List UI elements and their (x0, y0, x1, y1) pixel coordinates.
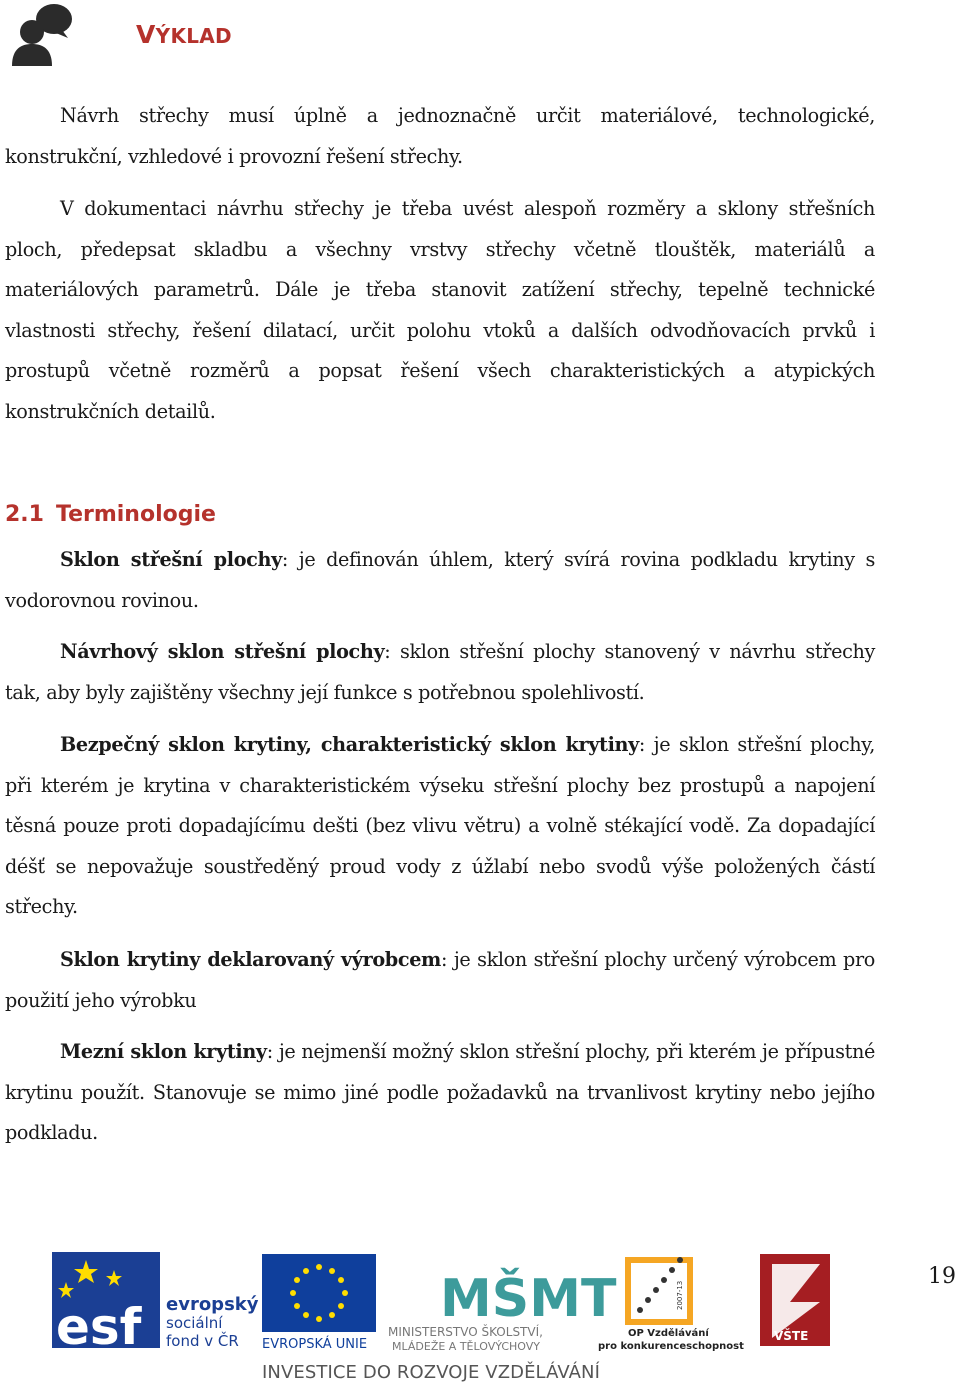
section-number: 2.1 (5, 502, 44, 527)
definition-text: : je nejmenší možný sklon střešní plochy, při kterém je přípustné krytinu použít. Stanovuje se mimo jiné podle požadavků na trvanlivost krytiny nebo jejího podkladu. (5, 1040, 875, 1144)
esf-line-3: fond v ČR (166, 1332, 239, 1350)
definition-paragraph (5, 540, 875, 621)
op-line-2: pro konkurenceschopnost (598, 1341, 744, 1352)
section-heading (5, 502, 216, 527)
definition-term: Návrhový sklon střešní plochy (60, 640, 385, 663)
intro-paragraph-2: V dokumentaci návrhu střechy je třeba uvést alespoň rozměry a sklony střešních ploch, předepsat skladbu a všechny vrstvy střechy včetně tlouštěk, materiálů a materiálových parametrů. Dále je třeba stanovit zatížení střechy, tepelně technické vlastnosti střechy, řešení dilatací, určit polohu vtoků a dalších odvodňovacích prvků i prostupů včetně rozměrů a popsat řešení všech charakteristických a atypických konstrukčních detailů. (5, 197, 875, 423)
msmt-logo (388, 1267, 617, 1353)
title-rest: ÝKLAD (155, 24, 232, 48)
esf-line-1: evropský (166, 1294, 259, 1315)
intro-paragraph-1: Návrh střechy musí úplně a jednoznačně určit materiálové, technologické, konstrukční, vzhledové i provozní řešení střechy. (5, 104, 875, 168)
definition-term: Bezpečný sklon krytiny, charakteristický sklon krytiny (60, 733, 639, 756)
eu-label: EVROPSKÁ UNIE (262, 1337, 368, 1352)
definition-text: : sklon střešní plochy stanovený v návrhu střechy tak, aby byly zajištěny všechny její funkce s potřebnou spolehlivostí. (5, 640, 876, 704)
page-number: 19 (928, 1264, 956, 1289)
definition-paragraph (5, 940, 875, 1021)
msmt-line-1: MINISTERSTVO ŠKOLSTVÍ, (388, 1325, 543, 1339)
definition-text: : je sklon střešní plochy určený výrobcem pro použití jeho výrobku (5, 948, 876, 1012)
page-title (136, 20, 232, 49)
definition-text: : je sklon střešní plochy, při kterém je krytina v charakteristickém výseku střešní plochy bez prostupů a napojení těsná pouze proti dopadajícímu dešti (bez vlivu větru) a volně stékající vodě. Za dopadající déšť se nepovažuje soustředěný proud vody z úžlabí nebo svodů výše položených částí střechy. (5, 733, 875, 918)
vste-label: VŠTE (774, 1329, 809, 1343)
vste-logo (760, 1254, 830, 1346)
definition-text: : je definován úhlem, který svírá rovina podkladu krytiny s vodorovnou rovinou. (5, 548, 876, 612)
speech-person-icon (10, 2, 76, 66)
definition-term: Sklon krytiny deklarovaný výrobcem (60, 948, 442, 971)
op-years: 2007-13 (676, 1280, 684, 1310)
esf-line-2: sociální (166, 1314, 223, 1332)
footer-slogan: INVESTICE DO ROZVOJE VZDĚLÁVÁNÍ (262, 1362, 601, 1383)
definition-paragraph (5, 725, 875, 928)
definition-term: Sklon střešní plochy (60, 548, 282, 571)
esf-mark: esf (56, 1298, 142, 1356)
definition-paragraph (5, 1032, 875, 1154)
section-title: Terminologie (55, 502, 216, 527)
op-line-1: OP Vzdělávání (628, 1328, 709, 1339)
eu-flag-logo (262, 1254, 376, 1352)
msmt-mark: MŠMT (440, 1269, 617, 1329)
msmt-line-2: MLÁDEŽE A TĚLOVÝCHOVY (392, 1340, 540, 1353)
definition-term: Mezní sklon krytiny (60, 1040, 267, 1063)
definition-paragraph (5, 632, 875, 713)
op-logo (598, 1257, 744, 1352)
esf-logo (52, 1252, 259, 1356)
title-first-letter: V (136, 20, 156, 49)
